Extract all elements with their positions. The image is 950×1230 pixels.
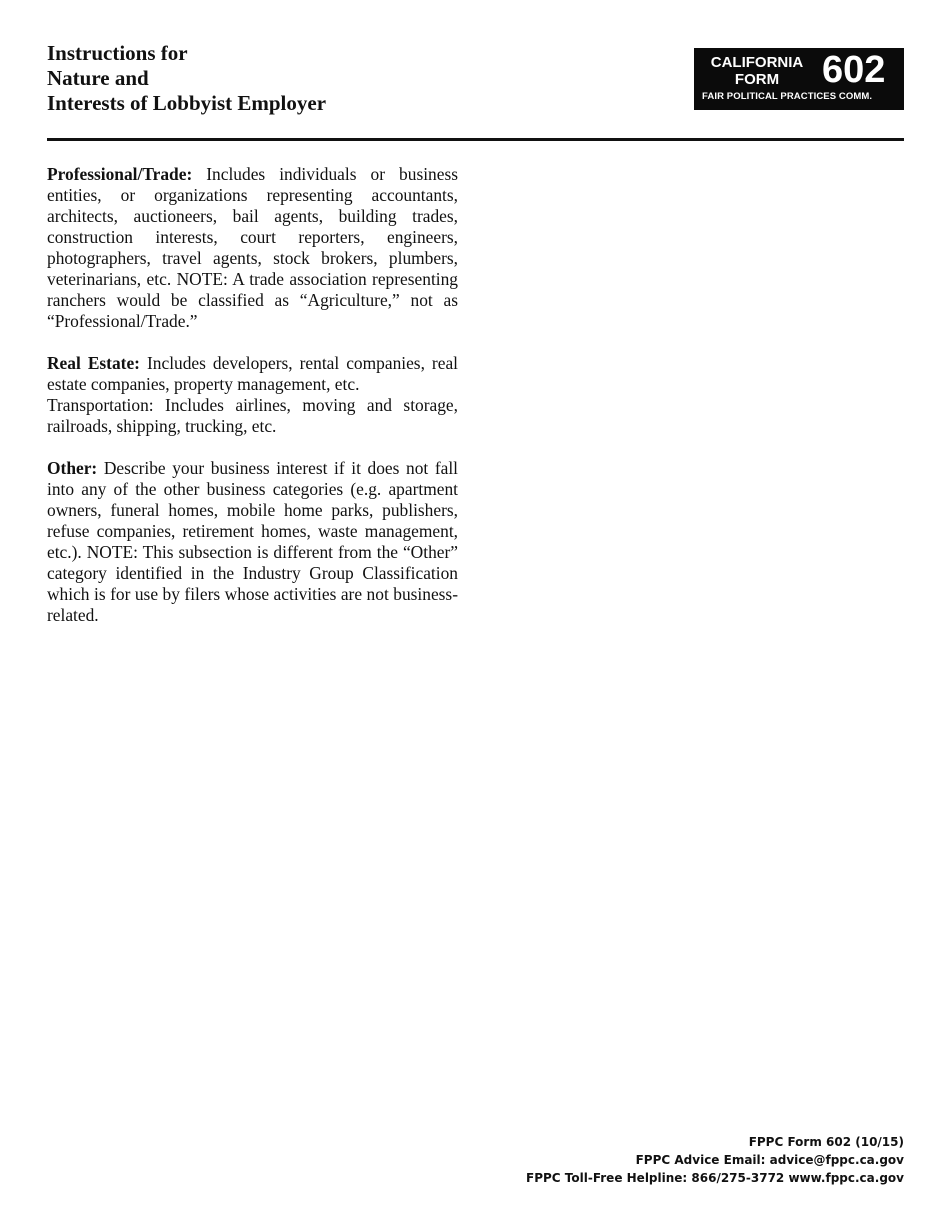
instructions-column xyxy=(47,164,458,647)
section-professional-trade xyxy=(47,164,458,332)
footer-advice-email: FPPC Advice Email: advice@fppc.ca.gov xyxy=(635,1153,904,1167)
section-body-other: Describe your business interest if it does not fall into any of the other business categories (e.g. apartment owners, funeral homes, mobile home parks, publishers, refuse companies, retirement homes, waste management, etc.). NOTE: This subsection is different from the “Other” category identified in the Industry Group Classification which is for use by filers whose activities are not business-related. xyxy=(47,458,458,625)
section-heading-other: Other: xyxy=(47,458,98,478)
section-heading-professional-trade: Professional/Trade: xyxy=(47,164,193,184)
footer-form-id: FPPC Form 602 (10/15) xyxy=(748,1135,904,1149)
section-body-professional-trade: Includes individuals or business entities, or organizations representing accountants, architects, auctioneers, bail agents, building trades, construction interests, court reporters, engineers, photographers, travel agents, stock brokers, plumbers, veterinarians, etc. NOTE: A trade association representing ranchers would be classified as “Agriculture,” not as “Professional/Trade.” xyxy=(47,164,458,331)
title-line-3: Interests of Lobbyist Employer xyxy=(47,91,327,115)
form-badge-form-word: FORM xyxy=(734,71,780,88)
footer-helpline: FPPC Toll-Free Helpline: 866/275-3772 www.fppc.ca.gov xyxy=(526,1171,904,1185)
title-line-1: Instructions for xyxy=(47,41,188,65)
header-divider xyxy=(47,138,904,141)
form-badge-state: CALIFORNIA xyxy=(710,54,804,71)
form-number-badge xyxy=(694,48,904,110)
section-real-estate xyxy=(47,353,458,395)
title-line-2: Nature and xyxy=(47,66,149,90)
section-transportation xyxy=(47,395,458,437)
section-other xyxy=(47,458,458,626)
form-badge-commission: FAIR POLITICAL PRACTICES COMM. xyxy=(702,91,873,102)
section-heading-real-estate: Real Estate: xyxy=(47,353,140,373)
form-badge-label xyxy=(702,54,812,88)
page-title xyxy=(47,41,467,116)
section-body-real-estate: Includes developers, rental companies, real estate companies, property management, etc. xyxy=(47,353,458,394)
section-body-transportation: Transportation: Includes airlines, moving and storage, railroads, shipping, trucking, etc. xyxy=(47,395,458,436)
form-badge-number: 602 xyxy=(822,49,886,91)
page-footer xyxy=(526,1133,904,1187)
